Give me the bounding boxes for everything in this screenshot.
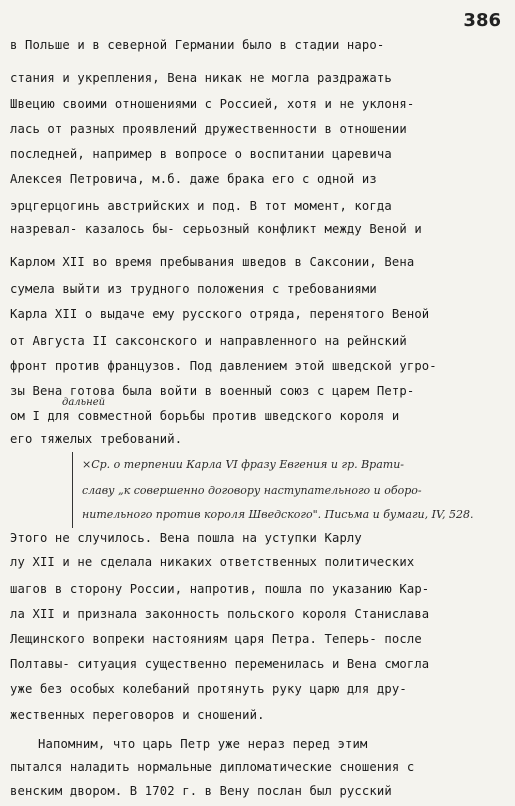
text-line: Напомним, что царь Петр уже нераз перед этим <box>38 737 368 751</box>
interline-handwritten-insert: дальней <box>62 397 106 408</box>
text-line: пытался наладить нормальные дипломатические сношения с <box>10 760 415 774</box>
text-line: его тяжелых требований. <box>10 432 183 446</box>
text-line: шагов в сторону России, напротив, пошла по указанию Кар- <box>10 582 430 596</box>
text-line: зы Вена готова была войти в военный союз с царем Петр- <box>10 384 415 398</box>
text-line: лась от разных проявлений дружественности в отношении <box>10 122 407 136</box>
text-line: стания и укрепления, Вена никак не могла раздражать <box>10 71 392 85</box>
handwritten-bracket <box>72 452 81 528</box>
text-line: Алексея Петровича, м.б. даже брака его с одной из <box>10 172 377 186</box>
text-line: от Августа II саксонского и направленного на рейнский <box>10 334 407 348</box>
text-line: Полтавы- ситуация существенно переменилась и Вена смогла <box>10 657 430 671</box>
handwritten-note-line: нительного против короля Шведского". Письма и бумаги, IV, 528. <box>82 508 474 521</box>
text-line: жественных переговоров и сношений. <box>10 708 265 722</box>
text-line: ла XII и признала законность польского короля Станислава <box>10 607 430 621</box>
text-line: Лещинского вопреки настояниям царя Петра. Теперь- после <box>10 632 422 646</box>
text-line: фронт против французов. Под давлением этой шведской угро- <box>10 359 437 373</box>
text-line: сумела выйти из трудного положения с требованиями <box>10 282 377 296</box>
text-line: Швецию своими отношениями с Россией, хотя и не уклоня- <box>10 97 415 111</box>
text-line: лу XII и не сделала никаких ответственных политических <box>10 555 415 569</box>
text-line: венским двором. В 1702 г. в Вену послан был русский <box>10 784 392 798</box>
text-line: Карла XII о выдаче ему русского отряда, перенятого Веной <box>10 307 430 321</box>
text-line: Этого не случилось. Вена пошла на уступки Карлу <box>10 531 362 545</box>
handwritten-note-line: славу „к совершенно договору наступательного и оборо- <box>82 484 422 497</box>
text-line: ом I для совместной борьбы против шведского короля и <box>10 409 400 423</box>
handwritten-note-line: ×Ср. о терпении Карла VI фразу Евгения и гр. Врати- <box>82 458 405 471</box>
text-line: Карлом XII во время пребывания шведов в Саксонии, Вена <box>10 255 415 269</box>
page-number: 386 <box>463 10 501 31</box>
text-line: последней, например в вопросе о воспитании царевича <box>10 147 392 161</box>
text-line: назревал- казалось бы- серьозный конфликт между Веной и <box>10 222 422 236</box>
text-line: уже без особых колебаний протянуть руку царю для дру- <box>10 682 407 696</box>
text-line: эрцгерцогинь австрийских и под. В тот момент, когда <box>10 199 392 213</box>
text-line: в Польше и в северной Германии было в стадии нарo- <box>10 38 385 52</box>
